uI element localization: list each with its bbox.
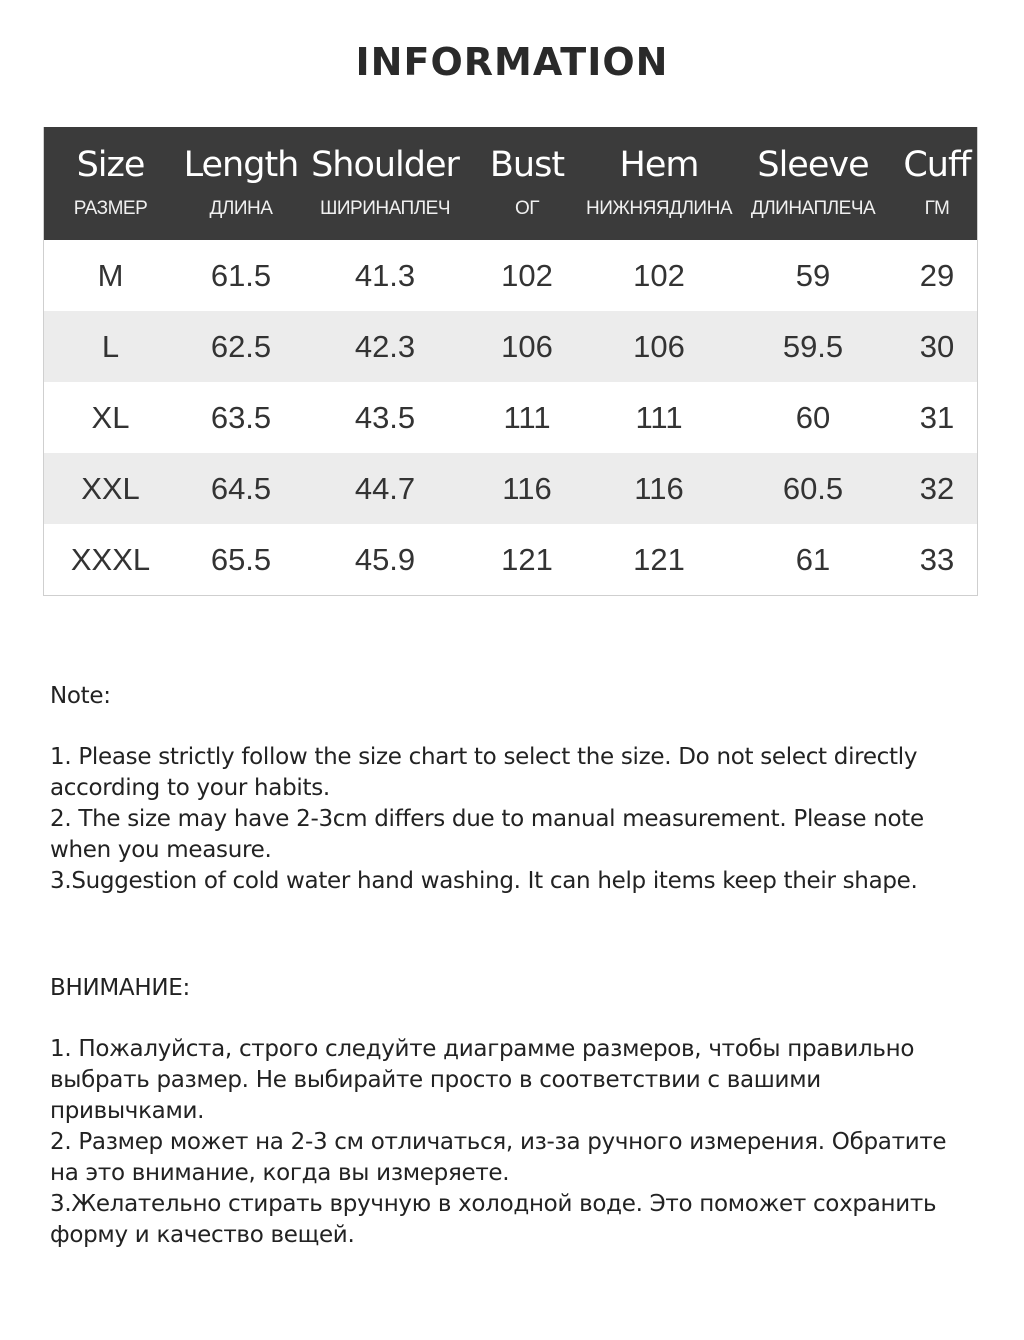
cell-cuff: 29: [919, 257, 955, 293]
cell-size: XL: [91, 399, 130, 435]
header-cuff: [897, 127, 977, 240]
cell-shoulder: 42.3: [354, 328, 416, 364]
cell-length: 63.5: [210, 399, 272, 435]
note-item: 3.Желательно стирать вручную в холодной воде. Это поможет сохранить форму и качество вещей.: [50, 1191, 937, 1248]
note-item: 2. Размер может на 2-3 см отличаться, из-за ручного измерения. Обратите на это внимание, когда вы измеряете.: [50, 1129, 947, 1186]
cell-cuff: 32: [919, 470, 955, 506]
note-item: 2. The size may have 2-3cm differs due to manual measurement. Please note when you measure.: [50, 806, 924, 863]
cell-bust: 116: [502, 470, 552, 506]
table-row: [44, 382, 977, 453]
cell-hem: 111: [635, 399, 683, 435]
header-label-en: Cuff: [903, 145, 971, 185]
cell-bust: 121: [501, 541, 553, 577]
header-shoulder: [305, 127, 465, 240]
table-header: [44, 127, 977, 240]
cell-shoulder: 41.3: [354, 257, 416, 293]
header-label-ru: НИЖНЯЯДЛИНА: [586, 198, 732, 219]
cell-hem: 106: [633, 328, 685, 364]
cell-size: XXL: [81, 470, 140, 506]
header-label-en: Sleeve: [757, 145, 869, 185]
header-label-en: Size: [76, 145, 145, 185]
header-label-ru: РАЗМЕР: [73, 198, 148, 219]
table-row: [44, 524, 977, 595]
cell-hem: 121: [633, 541, 685, 577]
note-item: 1. Please strictly follow the size chart to select the size. Do not select directly according to your habits.: [50, 744, 918, 801]
cell-shoulder: 43.5: [354, 399, 416, 435]
note-section-en: [50, 681, 980, 897]
header-label-en: Hem: [619, 145, 699, 185]
header-label-en: Shoulder: [311, 145, 459, 185]
header-label-ru: ГМ: [924, 198, 950, 219]
table-row: [44, 240, 977, 311]
cell-size: L: [101, 328, 120, 364]
cell-cuff: 31: [919, 399, 955, 435]
header-bust: [465, 127, 589, 240]
cell-hem: 102: [633, 257, 685, 293]
note-item: 1. Пожалуйста, строго следуйте диаграмме размеров, чтобы правильно выбрать размер. Не выбирайте просто в соответствии с вашими привычками.: [50, 1036, 915, 1124]
cell-sleeve: 61: [795, 541, 831, 577]
cell-cuff: 30: [919, 328, 955, 364]
cell-bust: 106: [501, 328, 553, 364]
header-length: [177, 127, 305, 240]
table-row: [44, 311, 977, 382]
header-sleeve: [729, 127, 897, 240]
header-label-ru: ШИРИНАПЛЕЧ: [319, 198, 451, 219]
cell-length: 62.5: [210, 328, 272, 364]
cell-sleeve: 60.5: [782, 470, 844, 506]
header-label-ru: ОГ: [514, 198, 540, 219]
cell-sleeve: 59.5: [782, 328, 844, 364]
cell-size: XXXL: [70, 541, 151, 577]
cell-shoulder: 44.7: [354, 470, 416, 506]
page-title: INFORMATION: [355, 40, 669, 84]
note-section-ru: [50, 973, 980, 1251]
header-label-ru: ДЛИНА: [209, 198, 273, 219]
cell-bust: 102: [501, 257, 553, 293]
header-label-en: Bust: [489, 145, 565, 185]
header-size: [44, 127, 177, 240]
cell-length: 65.5: [210, 541, 272, 577]
cell-length: 64.5: [210, 470, 272, 506]
cell-sleeve: 59: [795, 257, 831, 293]
note-heading: ВНИМАНИЕ:: [50, 975, 190, 1001]
note-item: 3.Suggestion of cold water hand washing. It can help items keep their shape.: [50, 868, 918, 894]
header-label-en: Length: [183, 145, 299, 185]
cell-cuff: 33: [919, 541, 955, 577]
header-hem: [586, 127, 732, 240]
cell-length: 61.5: [210, 257, 272, 293]
cell-bust: 111: [503, 399, 551, 435]
cell-sleeve: 60: [795, 399, 831, 435]
table-row: [44, 453, 977, 524]
cell-shoulder: 45.9: [354, 541, 416, 577]
cell-size: M: [97, 257, 124, 293]
cell-hem: 116: [634, 470, 684, 506]
size-table: [43, 127, 978, 596]
header-label-ru: ДЛИНАПЛЕЧА: [750, 198, 876, 219]
note-heading: Note:: [50, 683, 111, 709]
